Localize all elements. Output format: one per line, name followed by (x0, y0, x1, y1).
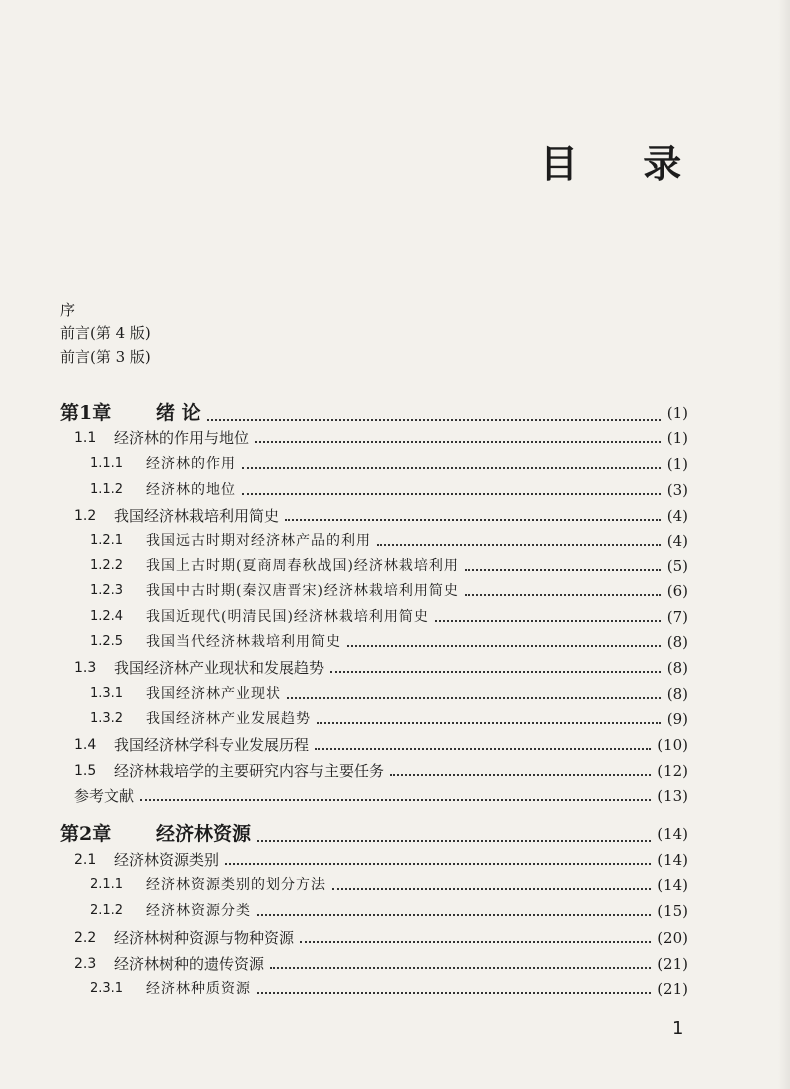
toc-entry-page: (14) (657, 825, 688, 843)
toc-entry-sub[interactable] (90, 477, 688, 501)
toc-entry-page: (3) (666, 481, 688, 499)
toc-entry-page: (21) (657, 980, 688, 998)
toc-entry-title: 我国经济林学科专业发展历程 (114, 736, 310, 754)
page-edge-shadow (778, 0, 790, 1089)
dot-leader (390, 766, 651, 776)
toc-entry-number: 1.3.1 (90, 686, 124, 701)
toc-entry-title: 绪 论 (156, 402, 201, 424)
front-matter-foreword-3rd: 前言(第 3 版) (60, 348, 151, 366)
dot-leader (225, 855, 651, 865)
toc-entry-page: (8) (666, 633, 688, 651)
toc-entry-page: (12) (657, 762, 688, 780)
toc-entry-page: (5) (666, 557, 688, 575)
page-title: 目 录 (540, 141, 708, 186)
toc-entry-page: (1) (666, 404, 688, 422)
dot-leader (242, 485, 661, 495)
toc-entry-number: 1.1 (74, 430, 97, 446)
toc-entry-number: 2.1.1 (90, 877, 124, 892)
toc-entry-chapter[interactable] (60, 820, 688, 848)
toc-entry-title: 我国经济林产业发展趋势 (146, 711, 311, 727)
dot-leader (255, 433, 661, 443)
dot-leader (207, 411, 661, 421)
toc-entry-section[interactable] (74, 758, 688, 782)
dot-leader (332, 880, 651, 890)
front-matter-preface: 序 (60, 301, 76, 319)
toc-entry-section[interactable] (74, 951, 688, 975)
toc-entry-ref[interactable] (74, 783, 688, 807)
toc-entry-title: 经济林资源类别 (114, 851, 220, 869)
toc-entry-page: (8) (666, 685, 688, 703)
page-number: 1 (672, 1018, 684, 1039)
toc-entry-number: 1.1.1 (90, 456, 124, 471)
toc-entry-number: 1.2 (74, 508, 97, 524)
toc-entry-number: 1.3.2 (90, 711, 124, 726)
toc-entry-title: 经济林资源类别的划分方法 (146, 877, 326, 893)
toc-entry-number: 1.4 (74, 737, 97, 753)
toc-entry-title: 我国远古时期对经济林产品的利用 (146, 533, 371, 549)
toc-entry-title: 经济林资源 (156, 823, 252, 845)
toc-entry-title: 经济林的地位 (146, 482, 236, 498)
toc-entry-number: 1.2.1 (90, 533, 124, 548)
toc-entry-title: 参考文献 (74, 787, 135, 805)
toc-entry-sub[interactable] (90, 604, 688, 628)
dot-leader (330, 663, 661, 673)
toc-entry-number: 1.5 (74, 763, 97, 779)
toc-entry-number: 1.2.3 (90, 583, 124, 598)
toc-entry-number: 2.3 (74, 956, 97, 972)
dot-leader (300, 933, 651, 943)
dot-leader (465, 586, 661, 596)
toc-entry-title: 经济林树种的遗传资源 (114, 955, 265, 973)
toc-entry-page: (20) (657, 929, 688, 947)
toc-entry-page: (1) (666, 429, 688, 447)
dot-leader (140, 791, 651, 801)
toc-entry-sub[interactable] (90, 528, 688, 552)
front-matter-foreword-4th: 前言(第 4 版) (60, 324, 151, 342)
dot-leader (377, 536, 661, 546)
toc-entry-section[interactable] (74, 847, 688, 871)
toc-entry-title: 经济林栽培学的主要研究内容与主要任务 (114, 762, 385, 780)
toc-entry-number: 第2章 (60, 823, 112, 845)
toc-entry-page: (21) (657, 955, 688, 973)
dot-leader (315, 740, 651, 750)
dot-leader (270, 959, 651, 969)
toc-entry-sub[interactable] (90, 706, 688, 730)
toc-entry-number: 第1章 (60, 402, 112, 424)
toc-entry-page: (4) (666, 532, 688, 550)
toc-entry-chapter[interactable] (60, 399, 688, 427)
dot-leader (257, 832, 651, 842)
toc-entry-title: 我国近现代(明清民国)经济林栽培利用简史 (146, 609, 429, 625)
toc-entry-title: 经济林的作用与地位 (114, 429, 250, 447)
toc-entry-number: 1.2.5 (90, 634, 124, 649)
toc-entry-page: (1) (666, 455, 688, 473)
toc-entry-section[interactable] (74, 503, 688, 527)
toc-entry-sub[interactable] (90, 553, 688, 577)
toc-entry-number: 2.2 (74, 930, 97, 946)
toc-entry-sub[interactable] (90, 578, 688, 602)
toc-entry-title: 我国上古时期(夏商周春秋战国)经济林栽培利用 (146, 558, 459, 574)
dot-leader (242, 459, 661, 469)
toc-entry-number: 1.3 (74, 660, 97, 676)
toc-entry-title: 经济林种质资源 (146, 981, 251, 997)
dot-leader (465, 561, 661, 571)
toc-entry-number: 1.2.4 (90, 609, 124, 624)
toc-entry-number: 2.3.1 (90, 981, 124, 996)
dot-leader (317, 714, 661, 724)
toc-entry-section[interactable] (74, 655, 688, 679)
toc-entry-title: 我国经济林产业现状和发展趋势 (114, 659, 325, 677)
toc-entry-sub[interactable] (90, 898, 688, 922)
toc-entry-title: 经济林资源分类 (146, 903, 251, 919)
dot-leader (435, 612, 661, 622)
toc-entry-page: (9) (666, 710, 688, 728)
toc-entry-page: (15) (657, 902, 688, 920)
toc-entry-section[interactable] (74, 425, 688, 449)
toc-entry-sub[interactable] (90, 629, 688, 653)
toc-entry-sub[interactable] (90, 976, 688, 1000)
toc-entry-sub[interactable] (90, 451, 688, 475)
toc-entry-title: 我国当代经济林栽培利用简史 (146, 634, 341, 650)
toc-entry-page: (10) (657, 736, 688, 754)
toc-entry-page: (4) (666, 507, 688, 525)
toc-entry-title: 经济林树种资源与物种资源 (114, 929, 295, 947)
toc-entry-title: 经济林的作用 (146, 456, 236, 472)
toc-entry-number: 2.1.2 (90, 903, 124, 918)
toc-entry-page: (14) (657, 876, 688, 894)
toc-entry-page: (8) (666, 659, 688, 677)
dot-leader (257, 906, 651, 916)
toc-entry-title: 我国经济林产业现状 (146, 686, 281, 702)
toc-entry-section[interactable] (74, 925, 688, 949)
toc-entry-page: (13) (657, 787, 688, 805)
dot-leader (347, 637, 661, 647)
toc-entry-number: 1.1.2 (90, 482, 124, 497)
toc-entry-title: 我国经济林栽培利用简史 (114, 507, 280, 525)
toc-entry-title: 我国中古时期(秦汉唐晋宋)经济林栽培利用简史 (146, 583, 459, 599)
dot-leader (287, 689, 661, 699)
toc-entry-page: (7) (666, 608, 688, 626)
toc-entry-number: 2.1 (74, 852, 97, 868)
toc-entry-sub[interactable] (90, 872, 688, 896)
dot-leader (257, 984, 651, 994)
toc-entry-sub[interactable] (90, 681, 688, 705)
toc-entry-page: (6) (666, 582, 688, 600)
dot-leader (285, 511, 661, 521)
toc-entry-section[interactable] (74, 732, 688, 756)
toc-entry-page: (14) (657, 851, 688, 869)
toc-entry-number: 1.2.2 (90, 558, 124, 573)
